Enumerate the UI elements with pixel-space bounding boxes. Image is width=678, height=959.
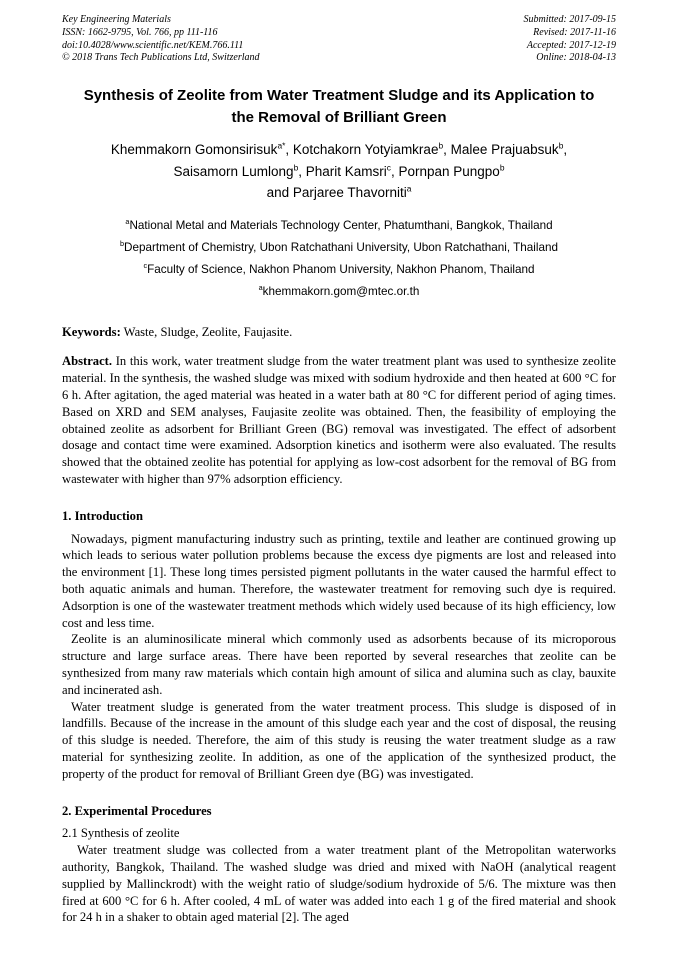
affiliation-mark: c	[143, 260, 148, 270]
author-affiliation-mark: b	[293, 162, 299, 173]
introduction-paragraph-2: Zeolite is an aluminosilicate mineral which commonly used as adsorbents because of its microporous structure and large surface areas. There have been reported by several researches that zeolite can be synthesized from many raw materials which contain high amount of silica and alumina such as clay, bauxite and incinerated ash.	[62, 632, 616, 697]
keywords-label: Keywords:	[62, 324, 121, 339]
paper-title	[62, 85, 616, 128]
introduction-paragraph-1: Nowadays, pigment manufacturing industry such as printing, textile and leather are continued growing up which leads to serious water pollution problems because the excess dye pigments are lost and released into the environment [1]. These long times persisted pigment pollutants in the water caused the harmful effect to both aquatic animals and human. Therefore, the wastewater treatment for removing such dye is required. Adsorption is one of the wastewater treatment methods which widely used because of its high efficiency, low cost and less time.	[62, 531, 616, 630]
author-separator: ,	[563, 142, 568, 158]
author-name: Malee Prajuabsuk	[450, 142, 559, 158]
author-affiliation-mark: a*	[277, 140, 286, 151]
author-separator: ,	[443, 142, 451, 158]
journal-masthead	[62, 14, 616, 65]
affiliation-text: Faculty of Science, Nakhon Phanom University, Nakhon Phanom, Thailand	[147, 262, 535, 276]
author-affiliation-mark: b	[438, 140, 444, 151]
section-heading-introduction: 1. Introduction	[62, 508, 143, 523]
author-affiliation-mark: b	[558, 140, 564, 151]
experimental-paragraph-1: Water treatment sludge was collected from a water treatment plant of the Metropolitan waterworks authority, Bangkok, Thailand. The washed sludge was dried and mixed with NaOH (analytical reagent supplied by Mallinckrodt) with the weight ratio of sludge/sodium hydroxide of 5/6. The mixture was then fired at 600 °C for 6 h. After cooled, 4 mL of water was added into each 1 g of the fired material and shook for 24 h in a shaker to obtain aged material [2]. The aged	[62, 843, 616, 925]
author-name: Saisamorn Lumlong	[173, 163, 294, 179]
keywords-text: Waste, Sludge, Zeolite, Faujasite.	[120, 324, 293, 339]
journal-name: Key Engineering Materials	[62, 14, 171, 25]
contact-line	[62, 281, 616, 303]
author-affiliation-mark: b	[499, 162, 505, 173]
section-heading-experimental: 2. Experimental Procedures	[62, 803, 212, 818]
paper-title-line-1: Synthesis of Zeolite from Water Treatment Sludge and its Application to	[83, 87, 595, 105]
affiliation-mark: a	[125, 216, 130, 226]
contact-affiliation-mark: a	[258, 282, 263, 292]
affiliation-text: Department of Chemistry, Ubon Ratchathani University, Ubon Ratchathani, Thailand	[124, 240, 558, 254]
author-name: Kotchakorn Yotyiamkrae	[292, 142, 439, 158]
author-name: Khemmakorn Gomonsirisuk	[110, 142, 278, 158]
author-affiliation-mark: a	[406, 183, 412, 194]
author-name: Pornpan Pungpo	[398, 163, 500, 179]
author-name: and Parjaree Thavorniti	[266, 185, 407, 201]
introduction-paragraph-3: Water treatment sludge is generated from the water treatment process. This sludge is disposed of in landfills. Because of the increase in the amount of this sludge each year and the cost of disposal, the reusing of this sludge is needed. Therefore, the aim of this study is reusing the water treatment sludge as a raw material for synthesizing zeolite. In addition, as one of the application of the synthesized product, the property of the product for removal of Brilliant Green dye (BG) was investigated.	[62, 699, 616, 781]
author-name: Pharit Kamsri	[305, 163, 387, 179]
keywords-line	[62, 324, 616, 341]
submitted-date: Submitted: 2017-09-15	[523, 14, 616, 25]
affiliation-mark: b	[120, 238, 125, 248]
contact-email: khemmakorn.gom@mtec.or.th	[262, 284, 420, 298]
abstract-text: In this work, water treatment sludge from the water treatment plant was used to synthesize zeolite material. In the synthesis, the washed sludge was mixed with sodium hydroxide and then heated at 600 °C for 6 h. After agitation, the aged material was heated in a water bath at 80 °C for different period of aging times. Based on XRD and SEM analyses, Faujasite zeolite was obtained. Then, the feasibility of employing the obtained zeolite as adsorbent for Brilliant Green (BG) removal was investigated. The effect of adsorbent dosage and contact time were examined. Adsorption kinetics and isotherm were also evaluated. The results showed that the obtained zeolite has potential for applying as low-cost adsorbent for the removal of BG from wastewater with higher than 97% adsorption efficiency.	[62, 354, 616, 487]
affiliation-b	[62, 237, 616, 259]
issn-volume-line: ISSN: 1662-9795, Vol. 766, pp 111-116	[62, 26, 218, 38]
accepted-date: Accepted: 2017-12-19	[526, 39, 616, 51]
abstract-label: Abstract.	[62, 354, 113, 369]
doi-line: doi:10.4028/www.scientific.net/KEM.766.111	[62, 39, 244, 51]
affiliations-block	[62, 215, 616, 303]
author-separator: ,	[390, 163, 399, 179]
submission-dates	[524, 14, 617, 65]
revised-date: Revised: 2017-11-16	[533, 26, 616, 38]
copyright-line: © 2018 Trans Tech Publications Ltd, Switzerland	[62, 52, 260, 64]
abstract	[62, 353, 616, 487]
journal-info	[62, 14, 260, 65]
affiliation-c	[62, 259, 616, 281]
author-separator: ,	[298, 163, 306, 179]
subsection-heading-synthesis: 2.1 Synthesis of zeolite	[62, 826, 180, 841]
author-affiliation-mark: c	[386, 162, 391, 173]
authors-line	[62, 139, 616, 204]
paper-title-line-2: the Removal of Brilliant Green	[231, 108, 447, 126]
affiliation-a	[62, 215, 616, 237]
author-separator: ,	[285, 142, 293, 158]
affiliation-text: National Metal and Materials Technology Center, Phatumthani, Bangkok, Thailand	[129, 218, 553, 232]
online-date: Online: 2018-04-13	[536, 52, 616, 64]
